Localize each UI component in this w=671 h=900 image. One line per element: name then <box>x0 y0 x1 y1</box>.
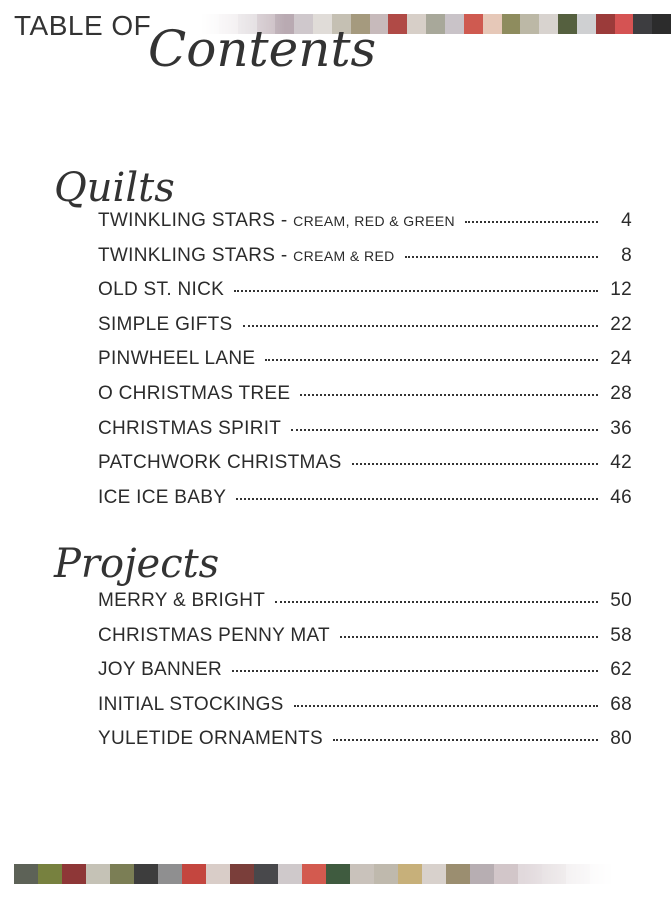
toc-entry[interactable] <box>98 279 632 314</box>
toc-entry-title <box>98 452 342 474</box>
dot-leader <box>234 289 598 292</box>
toc-entry-title-main: OLD ST. NICK <box>98 279 225 301</box>
toc-entry[interactable] <box>98 659 632 694</box>
toc-entry-page-number: 28 <box>610 382 632 404</box>
toc-entry-page-number: 46 <box>610 486 632 508</box>
section-heading-quilts: Quilts <box>54 165 175 211</box>
fabric-swatch <box>470 864 494 884</box>
toc-entry-title-main: TWINKLING STARS - <box>98 210 294 231</box>
fabric-swatch <box>350 864 374 884</box>
fabric-swatch <box>577 14 596 34</box>
fabric-swatch <box>494 864 518 884</box>
toc-entry-page-number: 24 <box>610 348 632 370</box>
fabric-swatch <box>110 864 134 884</box>
dot-leader <box>405 255 598 258</box>
toc-entry[interactable] <box>98 452 632 487</box>
toc-entry-page-number: 8 <box>621 244 632 266</box>
fabric-swatch <box>134 864 158 884</box>
toc-list-quilts <box>98 210 632 521</box>
toc-entry[interactable] <box>98 694 632 729</box>
page-title-line1: TABLE OF <box>14 10 152 41</box>
fabric-swatch <box>278 864 302 884</box>
section-heading-projects: Projects <box>54 541 220 587</box>
toc-entry-title <box>98 487 226 509</box>
toc-entry-subtitle: CREAM, RED & GREEN <box>293 213 456 229</box>
dot-leader <box>333 738 598 741</box>
toc-entry-title <box>98 279 224 301</box>
dot-leader <box>300 393 598 396</box>
toc-entry-page-number: 62 <box>610 659 632 681</box>
toc-list-projects <box>98 590 632 763</box>
dot-leader <box>243 324 598 327</box>
toc-entry-title-main: MERRY & BRIGHT <box>98 590 266 611</box>
fabric-swatch <box>302 864 326 884</box>
toc-entry-title <box>98 348 255 370</box>
fabric-swatch <box>326 864 350 884</box>
toc-entry-title <box>98 383 290 405</box>
toc-entry-title-main: O CHRISTMAS TREE <box>98 382 291 404</box>
toc-entry-page-number: 68 <box>610 693 632 715</box>
fabric-swatch <box>520 14 539 34</box>
toc-entry-title <box>98 314 233 336</box>
toc-entry-title-main: TWINKLING STARS - <box>98 244 294 266</box>
toc-entry-title-main: PATCHWORK CHRISTMAS <box>98 452 342 474</box>
fabric-swatch <box>502 14 521 34</box>
toc-entry-page-number: 4 <box>621 210 632 231</box>
toc-entry-title <box>98 245 395 267</box>
dot-leader <box>294 704 598 707</box>
dot-leader <box>275 600 598 603</box>
fabric-swatch <box>398 864 422 884</box>
toc-entry-title-main: YULETIDE ORNAMENTS <box>98 728 323 750</box>
fabric-swatch <box>374 864 398 884</box>
fabric-swatch <box>446 864 470 884</box>
fabric-swatch <box>254 864 278 884</box>
toc-entry-page-number: 36 <box>610 417 632 439</box>
fabric-swatch <box>422 864 446 884</box>
fabric-swatch <box>86 864 110 884</box>
page-title-line2: Contents <box>148 20 377 78</box>
fabric-swatch <box>158 864 182 884</box>
toc-entry-page-number: 22 <box>610 313 632 335</box>
dot-leader <box>340 635 598 638</box>
fabric-swatch <box>445 14 464 34</box>
toc-entry-title <box>98 625 330 647</box>
toc-entry[interactable] <box>98 348 632 383</box>
fabric-swatch <box>542 864 566 884</box>
toc-entry-title <box>98 210 455 232</box>
fabric-swatch <box>483 14 502 34</box>
fabric-strip-bottom <box>14 864 614 884</box>
toc-entry-title-main: CHRISTMAS SPIRIT <box>98 417 282 439</box>
toc-entry-page-number: 58 <box>610 624 632 646</box>
toc-entry-title-main: INITIAL STOCKINGS <box>98 693 284 715</box>
toc-entry-title-main: CHRISTMAS PENNY MAT <box>98 624 330 646</box>
fabric-swatch <box>652 14 671 34</box>
fabric-swatch <box>566 864 590 884</box>
fabric-swatch <box>388 14 407 34</box>
toc-entry-subtitle: CREAM & RED <box>293 247 395 264</box>
toc-entry[interactable] <box>98 245 632 280</box>
toc-entry-page-number: 50 <box>610 590 632 611</box>
toc-entry-title <box>98 659 222 681</box>
fabric-swatch <box>38 864 62 884</box>
toc-entry[interactable] <box>98 314 632 349</box>
toc-entry-title-main: PINWHEEL LANE <box>98 348 256 370</box>
fabric-swatch <box>615 14 634 34</box>
toc-entry[interactable] <box>98 625 632 660</box>
toc-entry-page-number: 12 <box>610 279 632 301</box>
dot-leader <box>236 497 598 500</box>
dot-leader <box>352 462 598 465</box>
toc-entry-title <box>98 590 265 612</box>
toc-entry-title <box>98 694 284 716</box>
fabric-swatch <box>558 14 577 34</box>
fabric-swatch <box>182 864 206 884</box>
fabric-swatch <box>426 14 445 34</box>
fabric-swatch <box>62 864 86 884</box>
toc-entry-title <box>98 728 323 750</box>
fabric-swatch <box>230 864 254 884</box>
dot-leader <box>291 428 598 431</box>
fabric-swatch <box>596 14 615 34</box>
toc-entry[interactable] <box>98 383 632 418</box>
fabric-swatch <box>518 864 542 884</box>
fabric-swatch <box>14 864 38 884</box>
fabric-swatch <box>206 864 230 884</box>
toc-entry[interactable] <box>98 487 632 522</box>
fabric-swatch <box>633 14 652 34</box>
dot-leader <box>232 669 598 672</box>
fabric-swatch <box>590 864 614 884</box>
fabric-swatch <box>407 14 426 34</box>
toc-entry[interactable] <box>98 210 632 245</box>
fabric-swatch <box>464 14 483 34</box>
toc-entry-page-number: 42 <box>610 452 632 474</box>
toc-entry-title-main: ICE ICE BABY <box>98 486 227 508</box>
toc-entry-page-number: 80 <box>610 728 632 750</box>
dot-leader <box>265 358 598 361</box>
toc-entry-title <box>98 418 281 440</box>
toc-entry-title-main: JOY BANNER <box>98 659 223 681</box>
fabric-swatch <box>539 14 558 34</box>
toc-entry[interactable] <box>98 418 632 453</box>
dot-leader <box>465 220 598 223</box>
toc-entry[interactable] <box>98 728 632 763</box>
toc-entry[interactable] <box>98 590 632 625</box>
toc-entry-title-main: SIMPLE GIFTS <box>98 313 233 335</box>
